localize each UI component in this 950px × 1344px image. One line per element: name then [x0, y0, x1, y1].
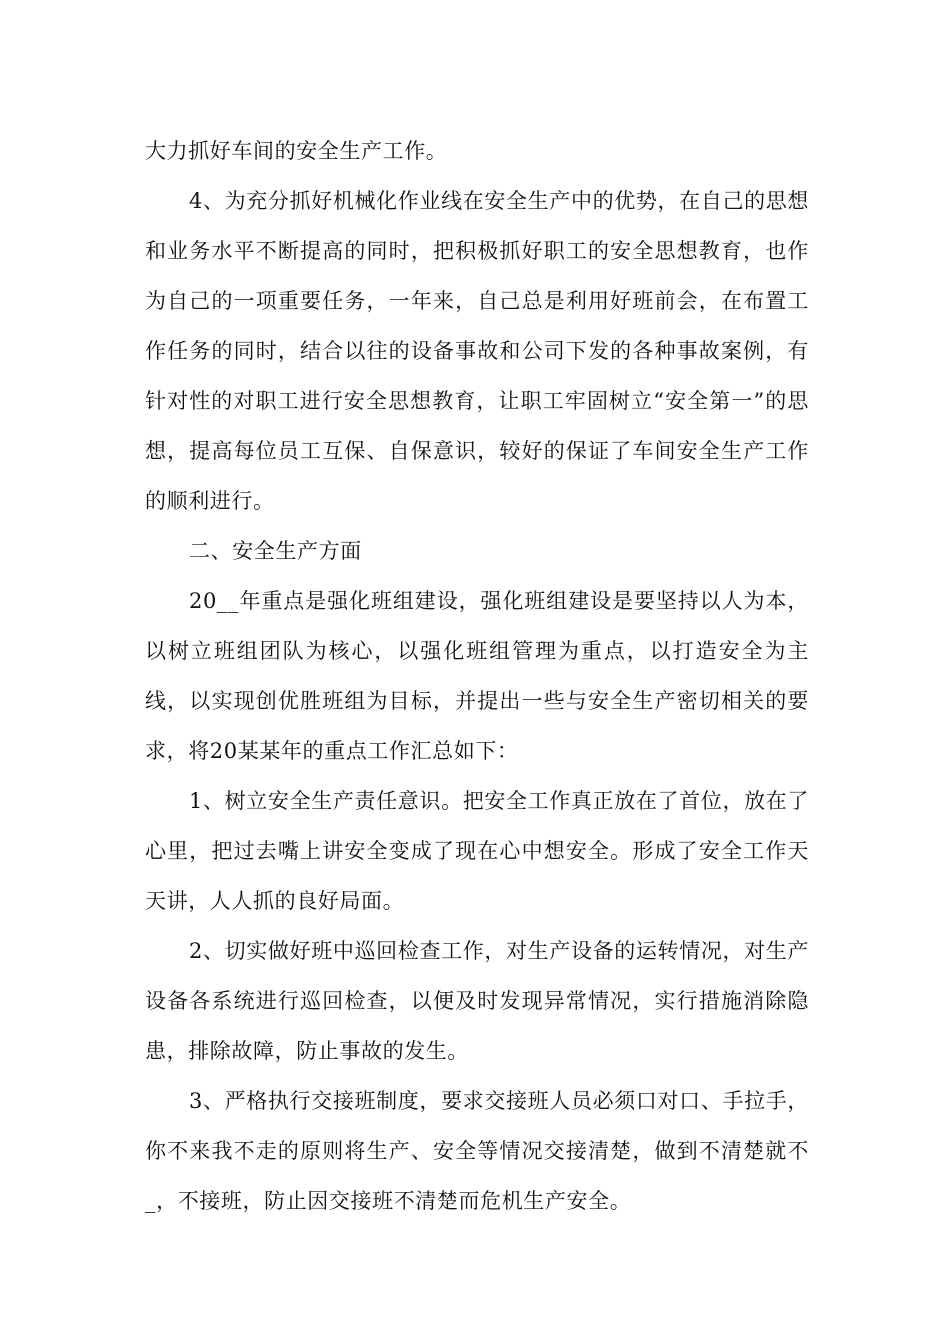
paragraph-item-4: 4、为充分抓好机械化作业线在安全生产中的优势，在自己的思想和业务水平不断提高的同时，把积极抓好职工的安全思想教育，也作为自己的一项重要任务，一年来，自己总是利用好班前会，在布置工作任务的同时，结合以往的设备事故和公司下发的各种事故案例，有针对性的对职工进行安全思想教育，让职工牢固树立“安全第一”的思想，提高每位员工互保、自保意识，较好的保证了车间安全生产工作的顺利进行。 — [145, 189, 809, 513]
paragraph-continuation: 大力抓好车间的安全生产工作。 — [145, 139, 448, 163]
document-body — [145, 126, 809, 1226]
paragraph-item-3: 3、严格执行交接班制度，要求交接班人员必须口对口、手拉手，你不来我不走的原则将生产、安全等情况交接清楚，做到不清楚就不_，不接班，防止因交接班不清楚而危机生产安全。 — [145, 1089, 809, 1213]
section-heading-safety-production: 二、安全生产方面 — [189, 539, 362, 563]
paragraph-item-1: 1、树立安全生产责任意识。把安全工作真正放在了首位，放在了心里，把过去嘴上讲安全变成了现在心中想安全。形成了安全工作天天讲，人人抓的良好局面。 — [145, 789, 809, 913]
paragraph-key-work-summary: 20__年重点是强化班组建设，强化班组建设是要坚持以人为本，以树立班组团队为核心，以强化班组管理为重点，以打造安全为主线，以实现创优胜班组为目标，并提出一些与安全生产密切相关的要求，将20某某年的重点工作汇总如下： — [145, 589, 809, 763]
paragraph-item-2: 2、切实做好班中巡回检查工作，对生产设备的运转情况，对生产设备各系统进行巡回检查，以便及时发现异常情况，实行措施消除隐患，排除故障，防止事故的发生。 — [145, 939, 809, 1063]
